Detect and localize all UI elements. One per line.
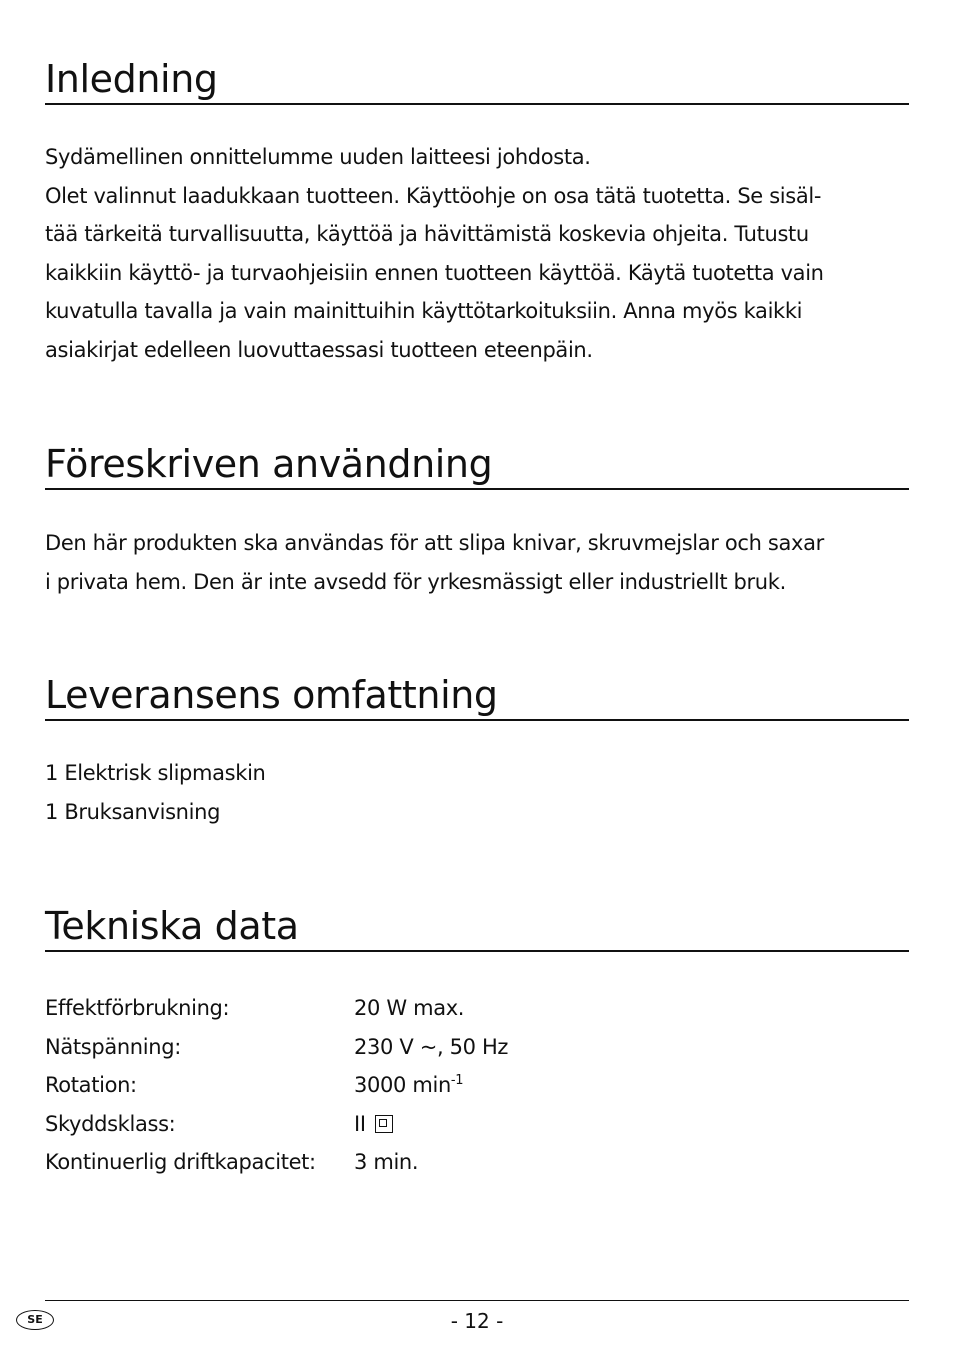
- spec-row-voltage: [45, 1028, 508, 1067]
- technical-specs-table: [45, 989, 508, 1182]
- usage-line-1: Den här produkten ska användas för att slipa knivar, skruvmejslar och saxar: [45, 531, 824, 555]
- delivery-item-1: 1 Elektrisk slipmaskin: [45, 761, 266, 785]
- spec-row-rotation: [45, 1066, 508, 1105]
- double-insulation-icon: [375, 1115, 393, 1133]
- intro-line-6: asiakirjat edelleen luovuttaessasi tuotteen eteenpäin.: [45, 337, 593, 362]
- section-leveransens-omfattning: [45, 672, 909, 831]
- section-inledning: [45, 56, 909, 370]
- spec-row-power: [45, 989, 508, 1028]
- intro-line-1: Sydämellinen onnittelumme uuden laitteesi johdosta.: [45, 145, 591, 169]
- page-number: - 12 -: [450, 1309, 504, 1333]
- intro-line-5: kuvatulla tavalla ja vain mainittuihin käyttötarkoituksiin. Anna myös kaikki: [45, 299, 803, 324]
- spec-value: 230 V ~, 50 Hz: [354, 1034, 509, 1059]
- footer-divider: [45, 1300, 909, 1301]
- spec-value: 3 min.: [354, 1150, 419, 1175]
- spec-value: [354, 1105, 393, 1144]
- rotation-value: 3000 min: [354, 1073, 451, 1098]
- spec-label: Effektförbrukning:: [45, 996, 230, 1020]
- spec-label: Rotation:: [45, 1073, 137, 1098]
- section-tekniska-data: [45, 903, 909, 952]
- intro-line-2: Olet valinnut laadukkaan tuotteen. Käyttöohje on osa tätä tuotetta. Se sisäl-: [45, 183, 822, 208]
- protection-class-value: II: [354, 1111, 366, 1136]
- heading-leveransens-omfattning: Leveransens omfattning: [45, 673, 498, 717]
- delivery-item-2: 1 Bruksanvisning: [45, 799, 221, 824]
- spec-row-protection: [45, 1105, 508, 1144]
- spec-value: 20 W max.: [354, 996, 465, 1020]
- country-badge: SE: [16, 1310, 54, 1330]
- intro-line-3: tää tärkeitä turvallisuutta, käyttöä ja hävittämistä koskevia ohjeita. Tutustu: [45, 222, 809, 247]
- section-foreskriven-anvandning: [45, 441, 909, 601]
- heading-underline: [45, 950, 909, 952]
- spec-label: Nätspänning:: [45, 1034, 181, 1059]
- spec-row-duty: [45, 1143, 508, 1182]
- heading-inledning: Inledning: [45, 57, 218, 101]
- heading-foreskriven-anvandning: Föreskriven användning: [45, 442, 493, 486]
- heading-tekniska-data: Tekniska data: [45, 904, 299, 948]
- rotation-unit-exponent: -1: [450, 1073, 464, 1089]
- spec-label: Kontinuerlig driftkapacitet:: [45, 1150, 316, 1175]
- spec-label: Skyddsklass:: [45, 1111, 176, 1136]
- intro-line-4: kaikkiin käyttö- ja turvaohjeisiin ennen tuotteen käyttöä. Käytä tuotetta vain: [45, 260, 824, 285]
- usage-line-2: i privata hem. Den är inte avsedd för yrkesmässigt eller industriellt bruk.: [45, 569, 786, 594]
- spec-value: [354, 1066, 463, 1105]
